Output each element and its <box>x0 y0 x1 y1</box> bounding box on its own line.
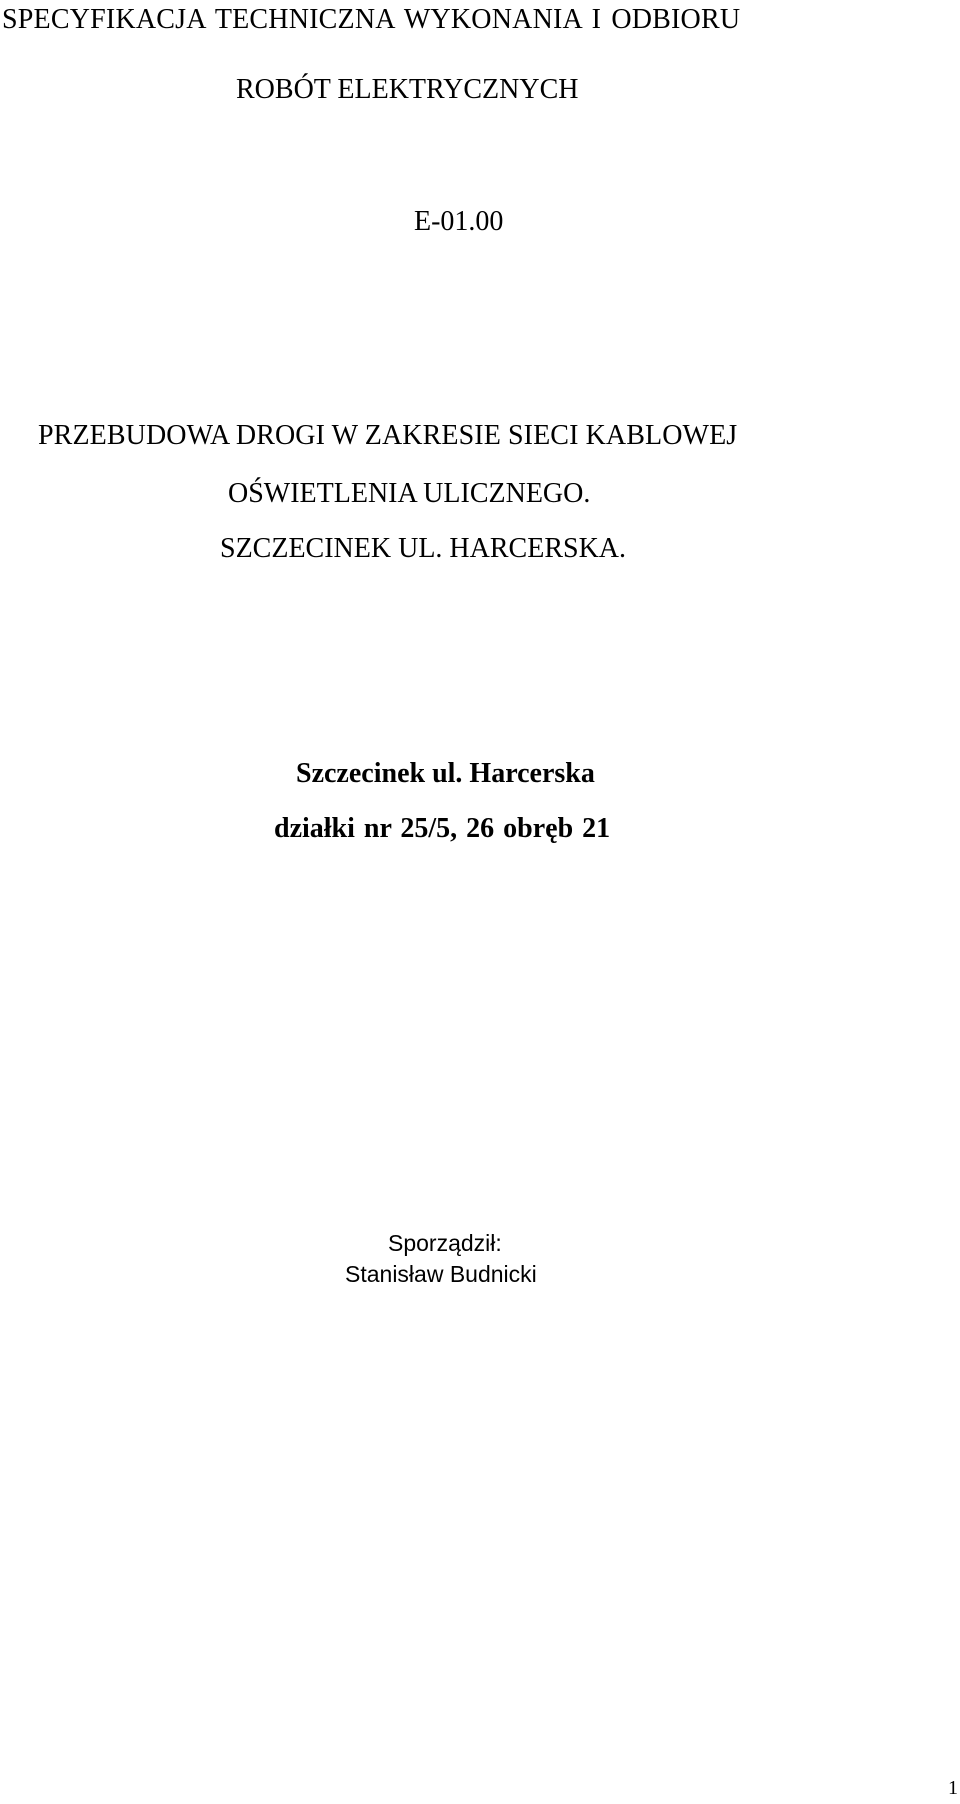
location-address: Szczecinek ul. Harcerska <box>296 758 595 789</box>
document-title-line-1: SPECYFIKACJA TECHNICZNA WYKONANIA I ODBIORU <box>2 4 741 35</box>
author-label: Sporządził: <box>388 1230 502 1256</box>
project-title-line-1: PRZEBUDOWA DROGI W ZAKRESIE SIECI KABLOWEJ <box>38 420 738 451</box>
page-number: 1 <box>948 1777 958 1799</box>
document-title-line-2: ROBÓT ELEKTRYCZNYCH <box>236 74 579 105</box>
specification-code: E-01.00 <box>414 206 504 237</box>
project-title-line-3: SZCZECINEK UL. HARCERSKA. <box>220 533 627 564</box>
author-name: Stanisław Budnicki <box>345 1261 537 1287</box>
location-parcels: działki nr 25/5, 26 obręb 21 <box>274 813 611 844</box>
project-title-line-2: OŚWIETLENIA ULICZNEGO. <box>228 478 591 509</box>
